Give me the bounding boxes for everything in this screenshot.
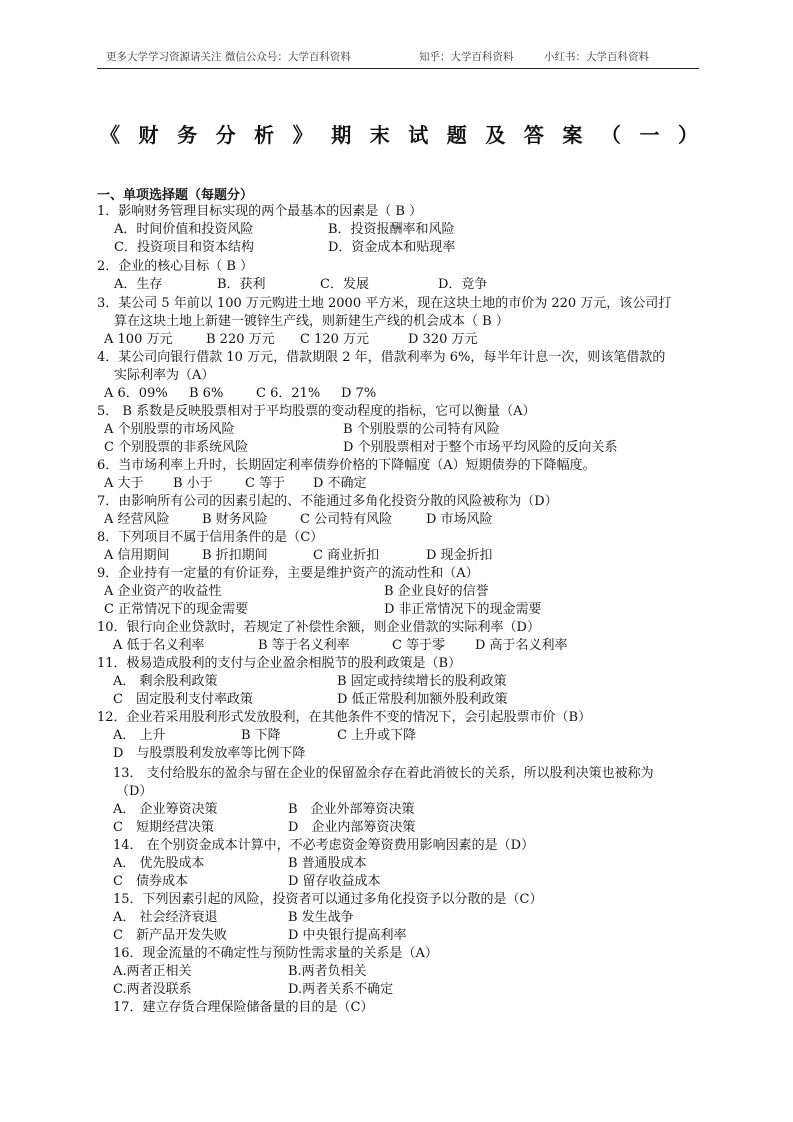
answer-option: C 上升或下降 [337, 728, 417, 743]
answer-option: C．投资项目和资本结构 [114, 240, 254, 255]
answer-option: A 6．09% [104, 386, 168, 401]
answer-option: D 低正常股利加额外股利政策 [337, 692, 508, 707]
header-follow-note: 更多大学学习资源请关注 微信公众号：大学百科资料 [106, 51, 351, 63]
title-char: 务 [177, 122, 198, 147]
question-text: 3．某公司 5 年前以 100 万元购进土地 2000 平方米，现在这块土地的市价为 220 万元，该公司打 [97, 296, 672, 311]
answer-option: D 现金折扣 [426, 548, 493, 563]
answer-option: C 120 万元 [300, 332, 370, 347]
title-char: 分 [215, 122, 236, 147]
answer-option: D 7% [341, 386, 377, 401]
answer-option: B 固定或持续增长的股利政策 [337, 674, 507, 689]
header-divider [97, 68, 699, 69]
question-text: 4．某公司向银行借款 10 万元，借款期限 2 年，借款利率为 6%，每半年计息一次，则该笔借款的 [97, 350, 666, 365]
answer-option: C 商业折扣 [313, 548, 380, 563]
answer-option: B 普通股成本 [288, 856, 367, 871]
answer-option: B 等于名义利率 [258, 638, 350, 653]
answer-option: B 220 万元 [206, 332, 275, 347]
answer-option: A 100 万元 [104, 332, 173, 347]
answer-option: D 非正常情况下的现金需要 [384, 602, 542, 617]
title-char: 题 [446, 122, 467, 147]
section-heading: 一、单项选择题（每题分） [97, 188, 254, 203]
question-text: 8．下列项目不属于信用条件的是（C） [97, 530, 324, 545]
answer-option: A 低于名义利率 [113, 638, 205, 653]
question-text: 9．企业持有一定量的有价证券，主要是维护资产的流动性和（A） [97, 566, 479, 581]
answer-option: A． 剩余股利政策 [113, 674, 218, 689]
question-text: （D） [116, 784, 153, 799]
answer-option: D 320 万元 [408, 332, 478, 347]
answer-option: A 企业资产的收益性 [104, 584, 222, 599]
question-text: 15．下列因素引起的风险，投资者可以通过多角化投资予以分散的是（C） [113, 892, 543, 907]
answer-option: D 高于名义利率 [475, 638, 568, 653]
header-xiaohongshu: 小红书：大学百科资料 [544, 51, 649, 63]
page-title [100, 118, 698, 148]
answer-option: A.两者正相关 [113, 964, 192, 979]
header-zhihu: 知乎：大学百科资料 [419, 51, 514, 63]
answer-option: D 企业内部筹资决策 [288, 820, 416, 835]
question-text: 10．银行向企业贷款时，若规定了补偿性余额，则企业借款的实际利率（D） [97, 620, 540, 635]
answer-option: C 正常情况下的现金需要 [104, 602, 249, 617]
answer-option: B 企业良好的信誉 [384, 584, 489, 599]
answer-option: B 企业外部筹资决策 [288, 802, 415, 817]
answer-option: D 个别股票相对于整个市场平均风险的反向关系 [343, 440, 618, 455]
answer-option: C 等于 [245, 476, 286, 491]
question-text: 实际利率为（A） [114, 368, 215, 383]
answer-option: D 市场风险 [426, 512, 493, 527]
answer-option: C 公司特有风险 [300, 512, 393, 527]
answer-option: B 个别股票的公司特有风险 [343, 422, 500, 437]
title-char: 案 [562, 122, 583, 147]
answer-option: C 短期经营决策 [113, 820, 214, 835]
title-char: 《 [100, 122, 120, 147]
answer-option: D 不确定 [313, 476, 367, 491]
answer-option: A．生存 [114, 277, 163, 292]
question-text: 7．由影响所有公司的因素引起的、不能通过多角化投资分散的风险被称为（D） [97, 494, 558, 509]
question-text: 14． 在个别资金成本计算中，不必考虑资金筹资费用影响因素的是（D） [113, 838, 535, 853]
title-char: 及 [485, 122, 506, 147]
answer-option: D.两者关系不确定 [288, 982, 394, 997]
question-text: 11．极易造成股利的支付与企业盈余相脱节的股利政策是（B） [97, 656, 462, 671]
answer-option: D 与股票股利发放率等比例下降 [113, 746, 306, 761]
answer-option: A 信用期间 [104, 548, 170, 563]
title-char: 期 [331, 122, 352, 147]
answer-option: A 经营风险 [104, 512, 170, 527]
title-char: 财 [138, 122, 159, 147]
answer-option: B．获利 [217, 277, 266, 292]
title-char: （ [600, 122, 621, 147]
title-char: 试 [408, 122, 429, 147]
answer-option: A． 企业筹资决策 [113, 802, 218, 817]
title-char: 答 [523, 122, 544, 147]
title-char: 析 [254, 122, 275, 147]
question-text: 5． B 系数是反映股票相对于平均股票的变动程度的指标，它可以衡量（A） [97, 404, 536, 419]
answer-option: C 新产品开发失败 [113, 928, 227, 943]
answer-option: C 债券成本 [113, 874, 188, 889]
question-text: 2．企业的核心目标（ B ） [97, 259, 254, 274]
answer-option: B．投资报酬率和风险 [328, 222, 455, 237]
question-text: 16．现金流量的不确定性与预防性需求量的关系是（A） [113, 946, 438, 961]
answer-option: B 6% [189, 386, 224, 401]
title-char: ） [677, 122, 698, 147]
question-text: 算在这块土地上新建一镀锌生产线，则新建生产线的机会成本（ B ） [114, 314, 509, 329]
answer-option: B 折扣期间 [202, 548, 268, 563]
answer-option: A 大于 [104, 476, 144, 491]
title-char: 末 [369, 122, 390, 147]
question-text: 12．企业若采用股利形式发放股利，在其他条件不变的情况下，会引起股票市价（B） [97, 710, 592, 725]
answer-option: B 下降 [241, 728, 281, 743]
answer-option: A． 优先股成本 [113, 856, 205, 871]
answer-option: D 中央银行提高利率 [288, 928, 407, 943]
answer-option: D．竞争 [438, 277, 488, 292]
title-char: 》 [292, 122, 313, 147]
answer-option: C 6．21% [256, 386, 321, 401]
answer-option: B 发生战争 [288, 910, 354, 925]
answer-option: C．发展 [320, 277, 369, 292]
answer-option: C.两者没联系 [113, 982, 192, 997]
answer-option: B.两者负相关 [288, 964, 367, 979]
answer-option: A 个别股票的市场风险 [104, 422, 235, 437]
answer-option: C 固定股利支付率政策 [113, 692, 253, 707]
question-text: 17．建立存货合理保险储备量的目的是（C） [113, 1000, 374, 1015]
question-text: 13． 支付给股东的盈余与留在企业的保留盈余存在着此消彼长的关系，所以股利决策也被称为 [113, 766, 654, 781]
answer-option: B 财务风险 [202, 512, 268, 527]
title-char: 一 [639, 122, 660, 147]
page-header [98, 49, 698, 63]
answer-option: B 小于 [173, 476, 213, 491]
answer-option: D．资金成本和贴现率 [328, 240, 456, 255]
answer-option: D 留存收益成本 [288, 874, 381, 889]
answer-option: C 等于零 [392, 638, 446, 653]
answer-option: A．时间价值和投资风险 [114, 222, 254, 237]
question-text: 6．当市场利率上升时，长期固定利率债券价格的下降幅度（A）短期债券的下降幅度。 [97, 458, 596, 473]
answer-option: A． 社会经济衰退 [113, 910, 218, 925]
question-text: 1．影响财务管理目标实现的两个最基本的因素是（ B ） [97, 204, 423, 219]
answer-option: C 个别股票的非系统风险 [104, 440, 249, 455]
answer-option: A． 上升 [113, 728, 166, 743]
